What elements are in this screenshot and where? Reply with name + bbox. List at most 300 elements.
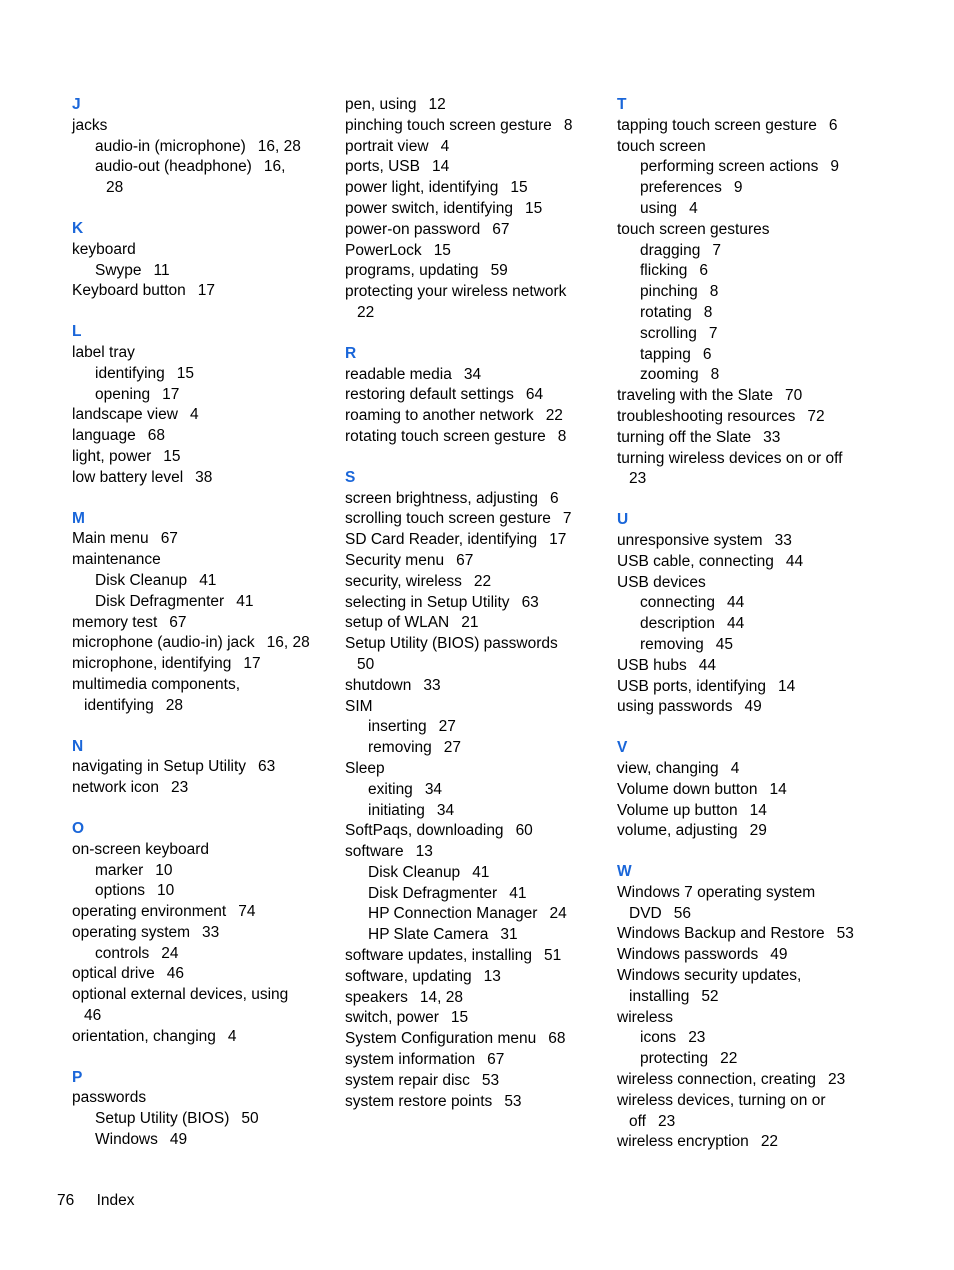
index-entry [617, 635, 917, 656]
entry-page-ref: 41 [199, 571, 217, 589]
entry-term: wireless encryption [617, 1133, 749, 1151]
entry-page-ref: 14, 28 [419, 988, 464, 1006]
index-entry [72, 178, 334, 199]
index-entry [617, 801, 917, 822]
index-entry [617, 987, 917, 1008]
index-entry [617, 677, 917, 698]
index-entry [617, 282, 917, 303]
entry-page-ref: 8 [557, 427, 567, 445]
index-entry [345, 385, 607, 406]
index-entry [617, 178, 917, 199]
entry-term: wireless devices, turning on or [617, 1091, 826, 1109]
index-group [617, 862, 917, 1153]
entry-term: system information [345, 1051, 476, 1069]
entry-page-ref: 17 [243, 655, 261, 673]
entry-page-ref: 68 [147, 427, 166, 445]
index-entry [617, 966, 917, 987]
entry-page-ref: 27 [443, 739, 461, 757]
entry-term: light, power [72, 447, 152, 465]
entry-term: language [72, 427, 136, 445]
entry-page-ref: 22 [760, 1133, 779, 1151]
entry-term: troubleshooting resources [617, 407, 796, 425]
entry-page-ref: 13 [483, 967, 501, 985]
section-letter: U [617, 511, 629, 529]
index-entry [72, 902, 334, 923]
entry-page-ref: 67 [169, 613, 187, 631]
entry-term: optical drive [72, 965, 155, 983]
index-entry [72, 633, 334, 654]
index-group [617, 95, 917, 490]
index-column-2 [345, 95, 607, 1132]
index-entry [345, 988, 607, 1009]
entry-page-ref: 29 [749, 822, 767, 840]
index-entry [345, 1008, 607, 1029]
entry-page-ref: 4 [730, 759, 740, 777]
footer-title: Index [96, 1192, 135, 1209]
index-entry [72, 861, 334, 882]
entry-term: exiting [368, 780, 413, 798]
entry-term: memory test [72, 613, 158, 631]
entry-term: scrolling [640, 324, 697, 342]
entry-term: Windows 7 operating system [617, 883, 816, 901]
entry-term: touch screen gestures [617, 220, 770, 238]
entry-page-ref: 6 [699, 262, 709, 280]
entry-term: opening [95, 385, 151, 403]
index-entry [345, 530, 607, 551]
entry-term: inserting [368, 718, 427, 736]
entry-page-ref: 64 [525, 386, 544, 404]
section-letter: J [72, 96, 81, 113]
index-entry [72, 1109, 334, 1130]
entry-term: audio-out (headphone) [95, 158, 252, 176]
entry-term: removing [368, 739, 432, 757]
entry-term: pen, using [345, 96, 417, 113]
index-entry [617, 552, 917, 573]
entry-term: setup of WLAN [345, 614, 450, 632]
entry-page-ref: 15 [176, 364, 195, 382]
index-entry [617, 116, 917, 137]
entry-term: Disk Cleanup [368, 863, 461, 881]
entry-page-ref: 15 [433, 241, 451, 259]
index-entry [617, 531, 917, 552]
index-entry [345, 261, 607, 282]
entry-term: maintenance [72, 551, 161, 569]
entry-term: using [640, 199, 678, 217]
entry-term: Setup Utility (BIOS) [95, 1110, 230, 1128]
index-entry [72, 1088, 334, 1109]
entry-page-ref: 17 [549, 531, 567, 549]
entry-term: power switch, identifying [345, 199, 513, 217]
entry-term: removing [640, 635, 704, 653]
index-entry [617, 303, 917, 324]
index-entry [72, 654, 334, 675]
entry-page-ref: 8 [563, 116, 573, 134]
index-entry [345, 282, 607, 303]
entry-page-ref: 56 [673, 904, 691, 922]
section-letter: V [617, 739, 628, 757]
entry-term: System Configuration menu [345, 1030, 537, 1048]
entry-page-ref: 31 [500, 926, 518, 944]
entry-page-ref: 33 [774, 531, 792, 549]
entry-term: performing screen actions [640, 158, 819, 176]
index-entry [617, 1112, 917, 1133]
index-entry [345, 884, 607, 905]
index-entry [72, 1006, 334, 1027]
entry-term: turning off the Slate [617, 428, 752, 446]
entry-term: installing [629, 987, 690, 1005]
entry-page-ref: 8 [710, 366, 720, 384]
entry-page-ref: 67 [456, 551, 474, 569]
entry-term: unresponsive system [617, 531, 763, 549]
entry-page-ref: 15 [510, 179, 528, 197]
index-entry [345, 489, 607, 510]
entry-page-ref: 12 [428, 96, 446, 113]
section-letter: P [72, 1068, 83, 1086]
entry-term: Keyboard button [72, 282, 186, 300]
entry-page-ref: 67 [487, 1051, 505, 1069]
page-number: 76 [57, 1192, 75, 1209]
entry-term: passwords [72, 1089, 147, 1107]
entry-page-ref: 33 [423, 676, 441, 694]
entry-term: wireless [617, 1008, 673, 1026]
index-entry [72, 571, 334, 592]
index-entry [617, 904, 917, 925]
index-entry [345, 241, 607, 262]
index-entry [345, 509, 607, 530]
entry-page-ref: 17 [197, 282, 216, 300]
index-entry [72, 137, 334, 158]
entry-page-ref: 22 [545, 407, 563, 425]
entry-page-ref: 28 [165, 696, 184, 714]
entry-page-ref: 44 [698, 656, 717, 674]
entry-term: Disk Defragmenter [368, 884, 498, 902]
index-entry [345, 572, 607, 593]
entry-page-ref: 52 [701, 987, 719, 1005]
entry-term: orientation, changing [72, 1027, 216, 1045]
index-entry [72, 157, 334, 178]
index-entry [617, 137, 917, 158]
index-group [72, 95, 334, 199]
entry-term: 23 [629, 470, 647, 488]
entry-page-ref: 14 [431, 158, 450, 176]
entry-page-ref: 14 [778, 677, 796, 695]
entry-page-ref: 16, [263, 158, 286, 176]
index-entry [345, 697, 607, 718]
entry-term: USB ports, identifying [617, 677, 767, 695]
section-letter: S [345, 468, 356, 486]
index-entry [72, 696, 334, 717]
index-entry [617, 1070, 917, 1091]
entry-term: operating environment [72, 903, 227, 921]
index-entry [617, 759, 917, 780]
index-entry [345, 427, 607, 448]
index-entry [345, 634, 607, 655]
index-entry [617, 614, 917, 635]
index-entry [72, 881, 334, 902]
index-entry [72, 116, 334, 137]
index-group [345, 95, 607, 324]
index-entry [345, 738, 607, 759]
index-entry [617, 1049, 917, 1070]
entry-term: USB hubs [617, 656, 687, 674]
entry-term: navigating in Setup Utility [72, 758, 247, 776]
entry-page-ref: 53 [504, 1092, 522, 1110]
entry-term: volume, adjusting [617, 822, 738, 840]
entry-page-ref: 4 [689, 199, 698, 217]
index-entry [617, 365, 917, 386]
entry-page-ref: 53 [481, 1071, 500, 1089]
entry-page-ref: 15 [450, 1009, 469, 1027]
entry-page-ref: 11 [153, 261, 170, 279]
index-entry [345, 199, 607, 220]
entry-term: 22 [357, 303, 375, 321]
entry-term: Windows security updates, [617, 967, 802, 985]
entry-term: HP Connection Manager [368, 905, 538, 923]
index-entry [617, 157, 917, 178]
entry-term: SIM [345, 697, 373, 715]
entry-term: portrait view [345, 137, 429, 155]
index-entry [72, 240, 334, 261]
entry-page-ref: 34 [436, 801, 455, 819]
entry-term: system restore points [345, 1092, 493, 1110]
entry-page-ref: 33 [202, 923, 220, 941]
section-letter: T [617, 96, 627, 113]
entry-term: Windows Backup and Restore [617, 925, 825, 943]
entry-term: rotating touch screen gesture [345, 427, 546, 445]
index-group [345, 468, 607, 1113]
index-entry [72, 757, 334, 778]
entry-term: optional external devices, using [72, 986, 289, 1004]
entry-term: security, wireless [345, 572, 462, 590]
index-entry [345, 116, 607, 137]
index-entry [72, 468, 334, 489]
entry-term: connecting [640, 594, 715, 612]
index-entry [345, 801, 607, 822]
entry-term: touch screen [617, 137, 706, 155]
entry-page-ref: 49 [770, 946, 788, 964]
entry-page-ref: 44 [726, 594, 745, 612]
index-entry [72, 426, 334, 447]
index-entry [345, 178, 607, 199]
entry-page-ref: 16, 28 [266, 634, 310, 652]
entry-term: identifying [84, 696, 154, 714]
entry-term: power-on password [345, 220, 481, 238]
index-entry [617, 324, 917, 345]
entry-term: dragging [640, 241, 701, 259]
section-letter: W [617, 863, 632, 881]
index-entry [345, 676, 607, 697]
index-entry [617, 1028, 917, 1049]
entry-term: tapping touch screen gesture [617, 116, 817, 134]
entry-term: PowerLock [345, 241, 422, 259]
entry-term: Disk Defragmenter [95, 592, 225, 610]
entry-page-ref: 59 [490, 262, 508, 280]
index-entry [617, 883, 917, 904]
entry-term: Security menu [345, 551, 445, 569]
index-entry [72, 261, 334, 282]
entry-term: Windows [95, 1131, 158, 1149]
index-entry [345, 137, 607, 158]
index-entry [617, 199, 917, 220]
index-group [617, 738, 917, 842]
index-entry [72, 447, 334, 468]
entry-term: Windows passwords [617, 946, 759, 964]
index-group [72, 1068, 334, 1151]
entry-term: wireless connection, creating [617, 1071, 817, 1089]
index-entry [72, 385, 334, 406]
entry-page-ref: 8 [709, 283, 719, 301]
section-letter: K [72, 219, 84, 237]
section-letter: L [72, 323, 82, 341]
entry-term: icons [640, 1029, 677, 1047]
index-entry [617, 1132, 917, 1153]
index-entry [345, 1029, 607, 1050]
entry-page-ref: 22 [473, 572, 492, 590]
entry-term: switch, power [345, 1009, 439, 1027]
entry-term: microphone (audio-in) jack [72, 634, 255, 652]
index-entry [617, 945, 917, 966]
index-entry [345, 655, 607, 676]
entry-term: flicking [640, 262, 688, 280]
index-column-3 [617, 95, 917, 1173]
entry-page-ref: 49 [169, 1131, 188, 1149]
entry-term: rotating [640, 303, 692, 321]
index-entry [72, 343, 334, 364]
entry-term: restoring default settings [345, 386, 514, 404]
index-entry [617, 821, 917, 842]
index-entry [617, 469, 917, 490]
index-entry [617, 593, 917, 614]
entry-page-ref: 10 [155, 861, 173, 879]
entry-page-ref: 34 [424, 780, 443, 798]
index-entry [345, 593, 607, 614]
entry-term: operating system [72, 923, 191, 941]
entry-page-ref: 53 [836, 925, 854, 943]
index-group [617, 510, 917, 718]
entry-term: ports, USB [345, 158, 420, 176]
index-entry [617, 241, 917, 262]
entry-term: HP Slate Camera [368, 926, 489, 944]
entry-term: screen brightness, adjusting [345, 489, 539, 507]
index-entry [617, 1008, 917, 1029]
index-entry [345, 842, 607, 863]
entry-page-ref: 14 [749, 801, 767, 819]
index-entry [617, 780, 917, 801]
index-group [72, 737, 334, 799]
entry-term: pinching touch screen gesture [345, 116, 552, 134]
section-letter: N [72, 737, 84, 755]
entry-term: protecting your wireless network [345, 283, 567, 301]
entry-page-ref: 6 [702, 345, 712, 363]
entry-term: jacks [72, 116, 108, 134]
index-entry [345, 863, 607, 884]
entry-page-ref: 44 [785, 552, 804, 570]
entry-page-ref: 15 [163, 447, 181, 465]
entry-term: Disk Cleanup [95, 571, 188, 589]
entry-term: microphone, identifying [72, 655, 232, 673]
index-entry [345, 95, 607, 116]
entry-page-ref: 6 [828, 116, 838, 134]
entry-page-ref: 41 [509, 884, 527, 902]
entry-page-ref: 17 [162, 385, 180, 403]
entry-page-ref: 23 [688, 1029, 706, 1047]
index-entry [345, 925, 607, 946]
entry-page-ref: 13 [415, 843, 433, 861]
entry-term: protecting [640, 1050, 709, 1068]
index-entry [345, 904, 607, 925]
entry-term: marker [95, 861, 144, 879]
entry-term: Setup Utility (BIOS) passwords [345, 635, 558, 653]
index-entry [617, 345, 917, 366]
entry-term: off [629, 1112, 646, 1130]
section-letter: R [345, 344, 357, 362]
entry-page-ref: 67 [492, 220, 510, 238]
entry-page-ref: 67 [160, 530, 178, 548]
index-entry [617, 924, 917, 945]
entry-page-ref: 45 [715, 635, 733, 653]
entry-term: tapping [640, 345, 691, 363]
index-entry [345, 967, 607, 988]
entry-term: Sleep [345, 759, 385, 777]
entry-term: landscape view [72, 406, 178, 424]
entry-term: speakers [345, 988, 408, 1006]
entry-page-ref: 63 [521, 593, 539, 611]
entry-term: network icon [72, 779, 160, 797]
index-entry [72, 944, 334, 965]
entry-page-ref: 4 [227, 1027, 237, 1045]
entry-page-ref: 24 [549, 905, 567, 923]
entry-term: SoftPaqs, downloading [345, 822, 504, 840]
index-entry [617, 220, 917, 241]
index-entry [617, 573, 917, 594]
index-entry [345, 821, 607, 842]
entry-term: software updates, installing [345, 947, 532, 965]
entry-page-ref: 15 [525, 199, 543, 217]
entry-term: description [640, 615, 715, 633]
entry-term: DVD [629, 904, 662, 922]
index-entry [617, 261, 917, 282]
section-letter: M [72, 509, 85, 527]
entry-page-ref: 9 [733, 179, 743, 197]
entry-page-ref: 23 [657, 1112, 676, 1130]
entry-page-ref: 68 [548, 1030, 566, 1048]
entry-page-ref: 41 [472, 863, 490, 881]
entry-page-ref: 7 [708, 324, 718, 342]
entry-page-ref: 10 [156, 882, 175, 900]
index-entry [345, 1050, 607, 1071]
entry-page-ref: 21 [461, 614, 479, 632]
index-entry [617, 407, 917, 428]
entry-term: 46 [84, 1007, 102, 1025]
index-entry [72, 964, 334, 985]
entry-term: software, updating [345, 967, 472, 985]
entry-term: Main menu [72, 530, 149, 548]
index-entry [617, 386, 917, 407]
entry-page-ref: 16, 28 [257, 137, 301, 155]
entry-term: using passwords [617, 698, 733, 716]
entry-term: options [95, 882, 145, 900]
entry-page-ref: 38 [195, 468, 213, 486]
entry-page-ref: 4 [189, 406, 199, 424]
entry-term: keyboard [72, 240, 136, 258]
index-group [72, 322, 334, 488]
index-group [72, 819, 334, 1048]
index-entry [345, 220, 607, 241]
index-entry [72, 550, 334, 571]
entry-page-ref: 9 [830, 158, 839, 176]
entry-page-ref: 7 [712, 241, 721, 259]
index-entry [617, 428, 917, 449]
